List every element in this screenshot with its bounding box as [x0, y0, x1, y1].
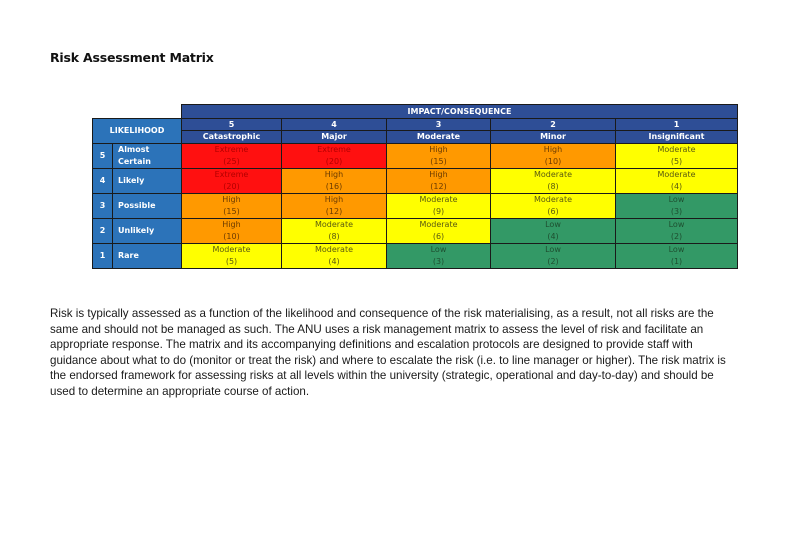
risk-score: (4): [547, 232, 559, 241]
risk-score: (2): [547, 257, 559, 266]
risk-level-label: High: [429, 170, 448, 179]
risk-level-label: Low: [430, 245, 447, 254]
likelihood-header: LIKELIHOOD: [92, 118, 182, 144]
risk-level-label: Moderate: [419, 195, 458, 204]
risk-level-label: Low: [668, 195, 685, 204]
risk-matrix-table: [92, 104, 738, 270]
risk-cell: [386, 243, 491, 269]
impact-col-label: Major: [281, 130, 387, 144]
likelihood-row-label: Possible: [112, 193, 182, 219]
impact-col-num: 5: [181, 118, 282, 131]
risk-cell: [281, 243, 387, 269]
risk-cell: [281, 143, 387, 169]
page-title: Risk Assessment Matrix: [50, 50, 214, 65]
risk-score: (15): [223, 207, 240, 216]
risk-level-label: Low: [545, 245, 561, 254]
risk-cell: [281, 218, 387, 244]
likelihood-row-num: 5: [92, 143, 113, 169]
risk-score: (9): [432, 207, 445, 216]
risk-cell: [615, 218, 738, 244]
risk-cell: [181, 243, 282, 269]
risk-score: (3): [670, 207, 683, 216]
risk-score: (12): [430, 182, 447, 191]
risk-level-label: Low: [668, 220, 685, 229]
risk-cell: [386, 143, 491, 169]
risk-level-label: Extreme: [214, 145, 249, 154]
risk-cell: [615, 168, 738, 194]
risk-level-label: Moderate: [657, 170, 696, 179]
impact-col-num: 4: [281, 118, 387, 131]
impact-col-label: Insignificant: [615, 130, 738, 144]
likelihood-row-label: Likely: [112, 168, 182, 194]
risk-score: (2): [670, 232, 683, 241]
impact-col-num: 3: [386, 118, 491, 131]
risk-score: (5): [670, 157, 683, 166]
risk-cell: [490, 243, 616, 269]
risk-score: (8): [328, 232, 340, 241]
risk-cell: [181, 168, 282, 194]
impact-col-num: 1: [615, 118, 738, 131]
description-paragraph: Risk is typically assessed as a function of the likelihood and consequence of the risk materialising, as a result, not all risks are the same and should not be managed as such. The ANU uses a risk management matrix to assess the level of risk and facilitate an appropriate response. The matrix and its accompanying definitions and escalation protocols are designed to provide staff with guidance about what to do (monitor or treat the risk) and where to escalate the risk (i.e. to line manager or higher). The risk matrix is the endorsed framework for assessing risks at all levels within the university (strategic, operational and day-to-day) and should be used to determine an appropriate course of action.: [50, 307, 726, 398]
risk-level-label: High: [543, 145, 563, 154]
risk-score: (20): [223, 182, 240, 191]
risk-cell: [615, 143, 738, 169]
risk-score: (6): [547, 207, 559, 216]
risk-level-label: Extreme: [317, 145, 351, 154]
risk-cell: [281, 168, 387, 194]
risk-level-label: Moderate: [212, 245, 251, 254]
likelihood-row-label: Rare: [112, 243, 182, 269]
risk-score: (6): [432, 232, 445, 241]
risk-cell: [615, 243, 738, 269]
risk-score: (10): [544, 157, 562, 166]
risk-score: (20): [325, 157, 343, 166]
risk-cell: [181, 143, 282, 169]
risk-cell: [490, 168, 616, 194]
risk-level-label: Low: [668, 245, 685, 254]
risk-level-label: Moderate: [314, 220, 354, 229]
likelihood-row-label: Unlikely: [112, 218, 182, 244]
risk-score: (12): [325, 207, 343, 216]
impact-col-label: Minor: [490, 130, 616, 144]
risk-cell: [386, 168, 491, 194]
risk-score: (4): [328, 257, 340, 266]
risk-score: (16): [325, 182, 343, 191]
impact-col-label: Catastrophic: [181, 130, 282, 144]
risk-level-label: Moderate: [419, 220, 458, 229]
risk-cell: [386, 193, 491, 219]
risk-cell: [181, 193, 282, 219]
risk-cell: [490, 193, 616, 219]
risk-score: (10): [223, 232, 240, 241]
likelihood-row-num: 3: [92, 193, 113, 219]
risk-score: (25): [223, 157, 240, 166]
risk-score: (1): [670, 257, 683, 266]
risk-score: (5): [225, 257, 238, 266]
risk-level-label: Moderate: [657, 145, 696, 154]
risk-level-label: Extreme: [214, 170, 249, 179]
risk-level-label: High: [222, 195, 241, 204]
risk-score: (4): [670, 182, 683, 191]
risk-level-label: Moderate: [533, 195, 573, 204]
risk-cell: [490, 218, 616, 244]
risk-level-label: Moderate: [533, 170, 573, 179]
impact-col-label: Moderate: [386, 130, 491, 144]
likelihood-row-num: 2: [92, 218, 113, 244]
impact-col-num: 2: [490, 118, 616, 131]
likelihood-row-label: Almost Certain: [112, 143, 182, 169]
risk-cell: [615, 193, 738, 219]
risk-score: (8): [547, 182, 559, 191]
risk-score: (3): [432, 257, 445, 266]
risk-level-label: Low: [545, 220, 561, 229]
risk-level-label: High: [324, 170, 344, 179]
impact-consequence-header: IMPACT/CONSEQUENCE: [181, 104, 738, 119]
risk-level-label: Moderate: [314, 245, 354, 254]
risk-level-label: High: [222, 220, 241, 229]
risk-level-label: High: [324, 195, 344, 204]
risk-level-label: High: [429, 145, 448, 154]
likelihood-row-num: 1: [92, 243, 113, 269]
risk-cell: [386, 218, 491, 244]
risk-score: (15): [430, 157, 447, 166]
risk-cell: [181, 218, 282, 244]
risk-cell: [490, 143, 616, 169]
risk-cell: [281, 193, 387, 219]
likelihood-row-num: 4: [92, 168, 113, 194]
